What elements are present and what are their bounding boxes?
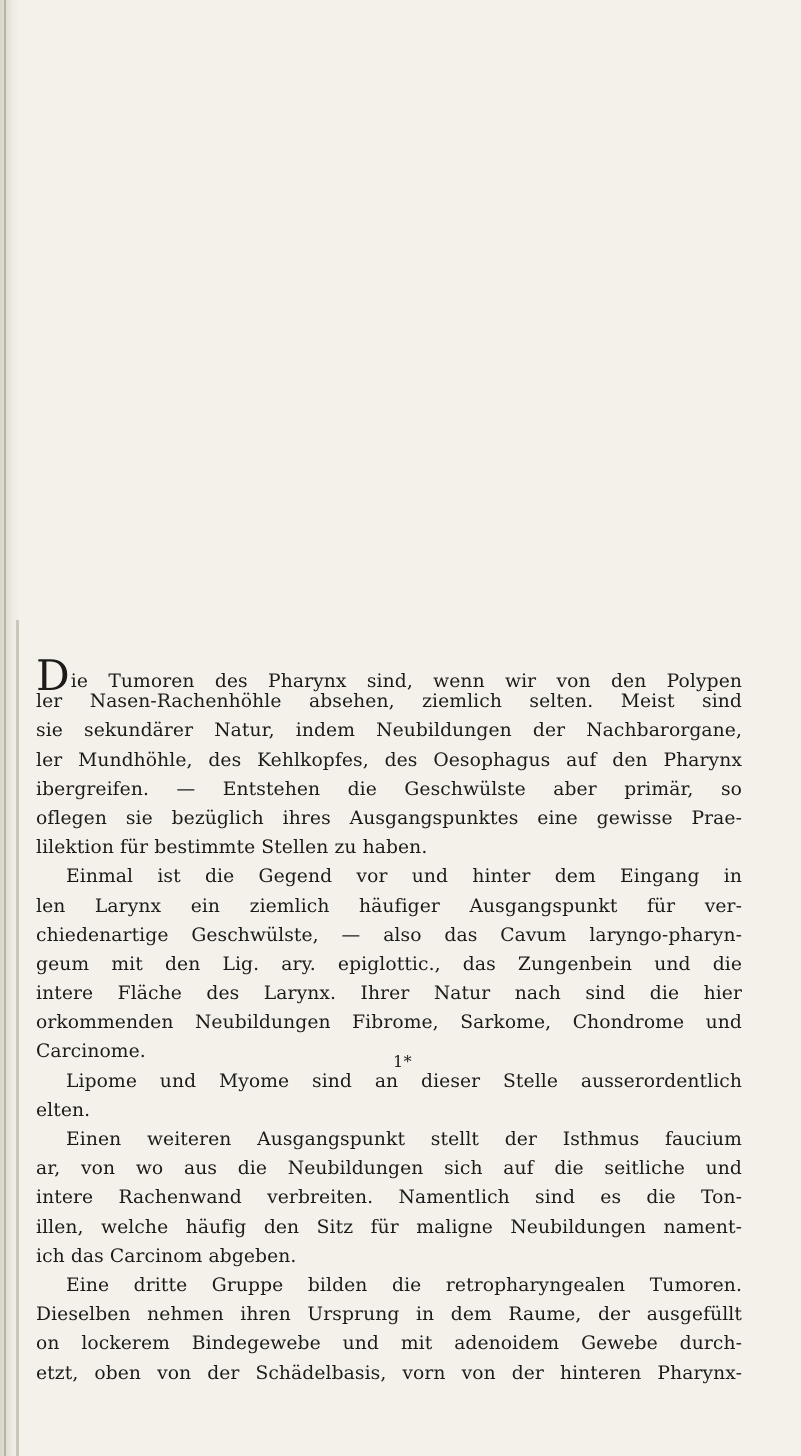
paragraph-start: Lipome und Myome sind an dieser Stelle ausserordentlich [66,1070,742,1092]
text-line: illen, welche häufig den Sitz für maligne Neubildungen nament- [36,1216,742,1238]
first-line-text: ie Tumoren des Pharynx sind, wenn wir von den Polypen [70,671,742,692]
paragraph-start: Eine dritte Gruppe bilden die retropharyngealen Tumoren. [66,1274,742,1296]
paragraph-start: Einen weiteren Ausgangspunkt stellt der Isthmus faucium [66,1129,742,1150]
drop-cap: D [36,651,70,700]
page-gutter [0,0,12,1456]
text-line: len Larynx ein ziemlich häufiger Ausgangspunkt für ver- [36,895,742,917]
text-line: chiedenartige Geschwülste, — also das Cavum laryngo-pharyn- [36,924,742,946]
text-line: intere Rachenwand verbreiten. Namentlich sind es die Ton- [36,1187,742,1209]
text-line: oflegen sie bezüglich ihres Ausgangspunktes eine gewisse Prae- [36,807,742,829]
text-line: ler Mundhöhle, des Kehlkopfes, des Oesophagus auf den Pharynx [36,749,742,771]
text-line: ich das Carcinom abgeben. [36,1245,297,1267]
text-line: elten. [36,1099,91,1121]
text-line: orkommenden Neubildungen Fibrome, Sarkome, Chondrome und [36,1012,742,1034]
text-line: geum mit den Lig. ary. epiglottic., das Zungenbein und die [36,953,742,975]
text-line: sie sekundärer Natur, indem Neubildungen der Nachbarorgane, [36,720,742,742]
page-number: 1* [393,1052,413,1071]
text-line: ar, von wo aus die Neubildungen sich auf die seitliche und [36,1158,742,1180]
text-line: ibergreifen. — Entstehen die Geschwülste aber primär, so [36,778,742,800]
text-line: on lockerem Bindegewebe und mit adenoidem Gewebe durch- [36,1333,742,1355]
text-line: intere Fläche des Larynx. Ihrer Natur nach sind die hier [36,983,742,1005]
body-text [36,651,742,1388]
text-line: Dieselben nehmen ihren Ursprung in dem Raume, der ausgefüllt [36,1304,742,1326]
paragraph-start: Einmal ist die Gegend vor und hinter dem Eingang in [66,866,742,888]
text-line: Carcinome. [36,1041,146,1063]
text-line: ler Nasen-Rachenhöhle absehen, ziemlich selten. Meist sind [36,691,742,713]
binding-shadow [16,620,19,1456]
text-line: etzt, oben von der Schädelbasis, vorn von der hinteren Pharynx- [36,1362,742,1384]
binding-edge [4,0,6,1456]
text-line: lilektion für bestimmte Stellen zu haben. [36,837,428,859]
text-line-1 [36,651,742,700]
